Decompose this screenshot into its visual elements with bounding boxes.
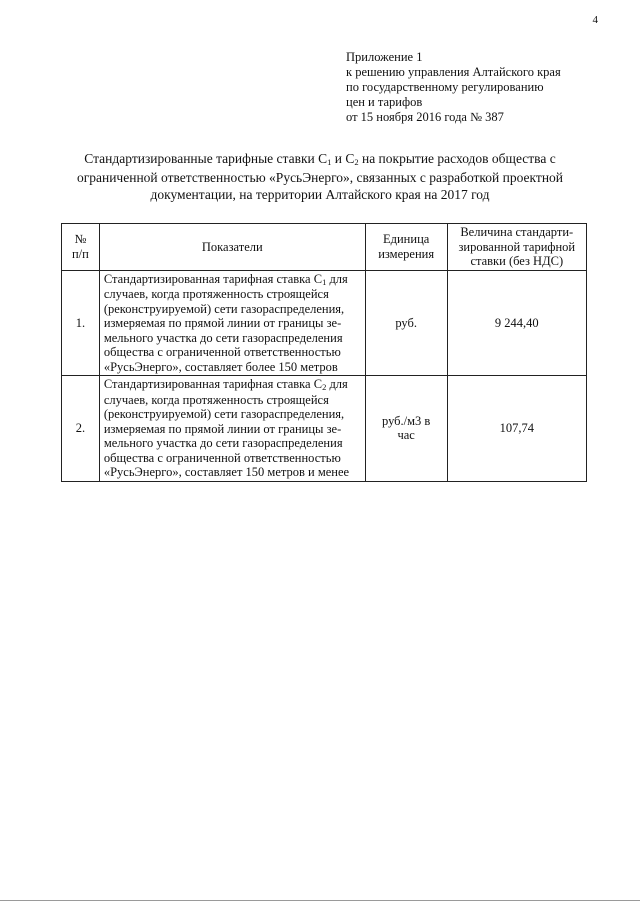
page-number: 4 bbox=[592, 14, 598, 26]
row-value: 9 244,40 bbox=[447, 270, 586, 376]
title-line bbox=[52, 150, 588, 169]
title-line: документации, на территории Алтайского края на 2017 год bbox=[150, 187, 490, 202]
desc-line: «РусьЭнерго», составляет 150 метров и менее bbox=[103, 465, 350, 479]
row-num: 2. bbox=[62, 376, 100, 482]
desc-text: Стандартизированная тарифная ставка С bbox=[103, 377, 323, 391]
desc-line: «РусьЭнерго», составляет более 150 метров bbox=[103, 359, 338, 374]
header-unit bbox=[365, 224, 447, 271]
tariff-table bbox=[61, 223, 587, 482]
appendix-header bbox=[346, 50, 606, 125]
appendix-line: цен и тарифов bbox=[346, 95, 423, 109]
desc-text: для bbox=[326, 377, 348, 391]
unit-text: руб./м3 в bbox=[381, 413, 431, 428]
title-text: Стандартизированные тарифные ставки С bbox=[84, 151, 328, 166]
header-value bbox=[447, 224, 586, 271]
document-title bbox=[52, 150, 588, 203]
unit-text: час bbox=[397, 428, 415, 443]
scan-edge-line bbox=[0, 900, 640, 901]
header-text: ставки (без НДС) bbox=[470, 254, 564, 268]
desc-line: мельного участка до сети газораспределения bbox=[103, 436, 343, 450]
row-num: 1. bbox=[62, 270, 100, 376]
header-text: измерения bbox=[378, 246, 435, 261]
desc-line: общества с ограниченной ответственностью bbox=[103, 450, 341, 465]
row-unit bbox=[365, 376, 447, 482]
desc-line: мельного участка до сети газораспределения bbox=[103, 330, 343, 345]
desc-text: Стандартизированная тарифная ставка С bbox=[103, 271, 323, 286]
appendix-line: Приложение 1 bbox=[346, 50, 423, 64]
row-description bbox=[99, 270, 365, 376]
header-indicators: Показатели bbox=[99, 224, 365, 271]
desc-text: для bbox=[326, 271, 348, 286]
title-subscript: 2 bbox=[354, 157, 359, 167]
unit-text: руб. bbox=[395, 315, 417, 330]
desc-line: измеряемая по прямой линии от границы зе- bbox=[103, 316, 342, 330]
table-header-row bbox=[62, 224, 587, 271]
desc-line: измеряемая по прямой линии от границы зе- bbox=[103, 421, 342, 436]
appendix-line: к решению управления Алтайского края bbox=[346, 65, 561, 79]
row-value: 107,74 bbox=[447, 376, 586, 482]
table-row bbox=[62, 270, 587, 376]
desc-subscript: 1 bbox=[322, 276, 327, 287]
row-description bbox=[99, 376, 365, 482]
desc-line bbox=[104, 272, 361, 288]
desc-line: случаев, когда протяженность строящейся bbox=[103, 287, 329, 301]
header-text: п/п bbox=[71, 246, 89, 261]
desc-line: (реконструируемой) сети газораспределения, bbox=[103, 407, 345, 421]
title-subscript: 1 bbox=[327, 157, 332, 167]
desc-line bbox=[104, 377, 361, 393]
header-text: Величина стандарти- bbox=[460, 225, 574, 239]
appendix-line: по государственному регулированию bbox=[346, 80, 544, 94]
title-line: ограниченной ответственностью «РусьЭнерго», связанных с разработкой проектной bbox=[76, 170, 564, 185]
appendix-line: от 15 ноября 2016 года № 387 bbox=[346, 110, 504, 124]
desc-line: общества с ограниченной ответственностью bbox=[103, 345, 341, 359]
row-unit bbox=[365, 270, 447, 376]
table-row bbox=[62, 376, 587, 482]
header-text: зированной тарифной bbox=[458, 239, 576, 254]
desc-line: (реконструируемой) сети газораспределения, bbox=[103, 301, 345, 316]
header-text: № bbox=[74, 232, 87, 247]
title-text: и С bbox=[331, 151, 355, 166]
title-text: на покрытие расходов общества с bbox=[358, 151, 556, 166]
desc-subscript: 2 bbox=[322, 382, 327, 392]
desc-line: случаев, когда протяженность строящейся bbox=[103, 392, 329, 407]
header-num bbox=[62, 224, 100, 271]
header-text: Единица bbox=[383, 232, 430, 247]
